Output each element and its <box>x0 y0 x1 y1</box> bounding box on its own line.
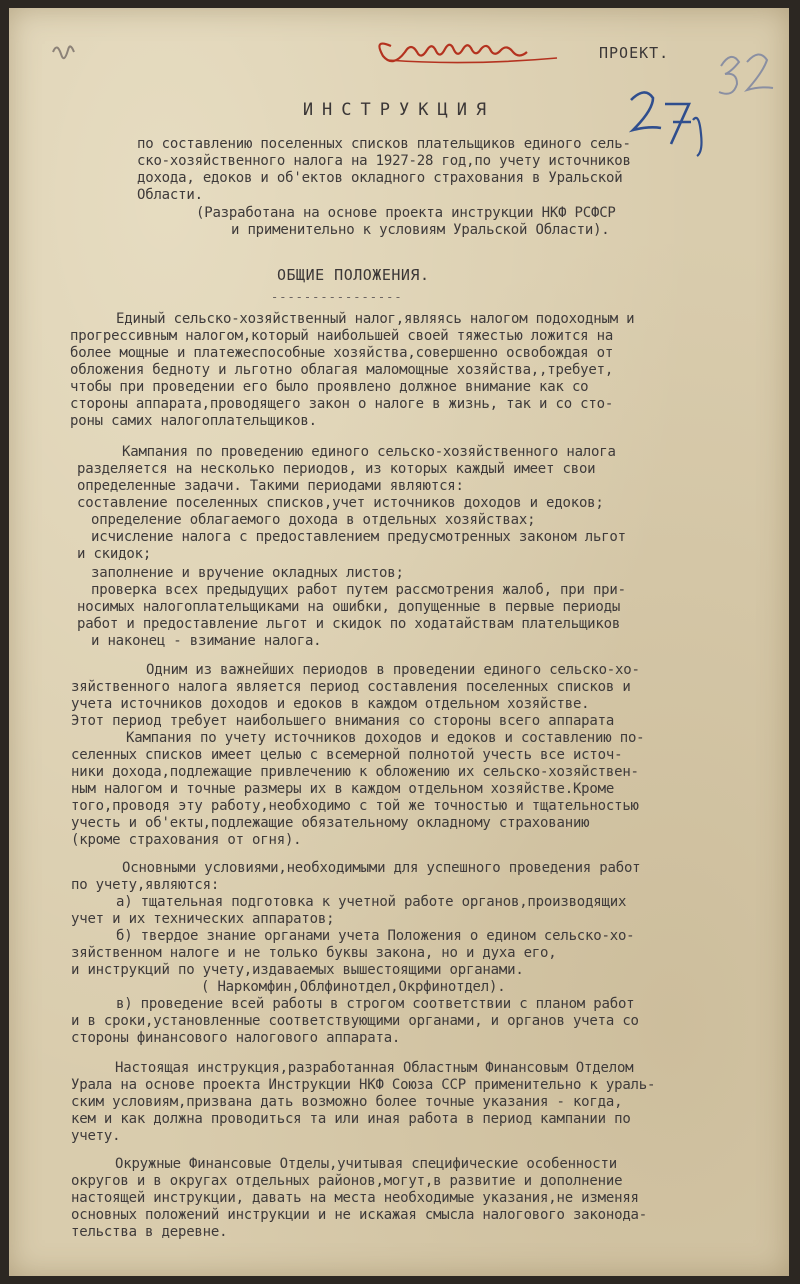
body-line: и скидок; <box>77 546 152 562</box>
body-line: учесть и об'екты,подлежащие обязательному окладному страхованию <box>71 815 590 831</box>
body-line: определенные задачи. Такими периодами являются: <box>77 478 464 494</box>
body-line: в) проведение всей работы в строгом соответствии с планом работ <box>116 996 635 1012</box>
body-line: и наконец - взимание налога. <box>91 633 322 649</box>
body-line: стороны финансового налогового аппарата. <box>71 1030 401 1046</box>
subtitle-line: дохода, едоков и об'ектов окладного страхования в Уральской <box>137 170 623 186</box>
body-line: Одним из важнейших периодов в проведении единого сельско-хо- <box>146 662 640 678</box>
body-line: Настоящая инструкция,разработанная Областным Финансовым Отделом <box>115 1060 634 1076</box>
body-line: б) твердое знание органами учета Положения о едином сельско-хо- <box>116 928 635 944</box>
body-line: Единый сельско-хозяйственный налог,являясь налогом подоходным и <box>116 311 635 327</box>
body-line: учета источников доходов и едоков в каждом отдельном хозяйстве. <box>71 696 590 712</box>
body-line: настоящей инструкции, давать на места необходимые указания,не изменяя <box>71 1190 639 1206</box>
body-line: стороны аппарата,проводящего закон о налоге в жизнь, так и со сто- <box>70 396 614 412</box>
body-line: составление поселенных списков,учет источников доходов и едоков; <box>77 495 604 511</box>
subtitle-line: по составлению поселенных списков плательщиков единого сель- <box>137 136 631 152</box>
subtitle-line: Области. <box>137 187 203 203</box>
body-line: ( Наркомфин,Облфинотдел,Окрфинотдел). <box>201 979 506 995</box>
archive-number-mark <box>719 57 739 94</box>
body-line: зяйственного налога является период составления поселенных списков и <box>71 679 631 695</box>
draft-label: ПРОЕКТ. <box>599 44 670 62</box>
body-line: носимых налогоплательщиками на ошибки, допущенные в первые периоды <box>77 599 621 615</box>
ink-number-mark-3 <box>693 118 702 156</box>
body-line: Этот период требует наибольшего внимания со стороны всего аппарата <box>71 713 615 729</box>
body-line: зяйственном налоге и не только буквы закона, но и духа его, <box>71 945 557 961</box>
section-heading: ОБЩИЕ ПОЛОЖЕНИЯ. <box>277 266 430 284</box>
body-line: более мощные и платежеспособные хозяйства,совершенно освобождая от <box>70 345 614 361</box>
body-line: по учету,являются: <box>71 877 220 893</box>
body-line: селенных списков имеет целью с всемерной полнотой учесть все источ- <box>71 747 623 763</box>
body-line: определение облагаемого дохода в отдельных хозяйствах; <box>91 512 536 528</box>
subtitle-line: (Разработана на основе проекта инструкции НКФ РСФСР <box>196 205 616 221</box>
body-line: Окружные Финансовые Отделы,учитывая специфические особенности <box>115 1156 617 1172</box>
body-line: Кампания по проведению единого сельско-хозяйственного налога <box>122 444 616 460</box>
body-line: того,проводя эту работу,необходимо с той же точностью и тщательностью <box>71 798 639 814</box>
body-line: Урала на основе проекта Инструкции НКФ Союза ССР применительно к ураль- <box>71 1077 656 1093</box>
body-line: (кроме страхования от огня). <box>71 832 302 848</box>
body-line: разделяется на несколько периодов, из которых каждый имеет свои <box>77 461 596 477</box>
body-line: основных положений инструкции и не искажая смысла налогового законода- <box>71 1207 648 1223</box>
body-line: а) тщательная подготовка к учетной работе органов,производящих <box>116 894 627 910</box>
margin-scribble <box>53 46 74 58</box>
body-line: ным налогом и точные размеры их в каждом отдельном хозяйстве.Кроме <box>71 781 615 797</box>
body-line: и в сроки,установленные соответствующими органами, и органов учета со <box>71 1013 639 1029</box>
red-signature-underline <box>387 58 557 63</box>
body-line: округов и в округах отдельных районов,могут,в развитие и дополнение <box>71 1173 623 1189</box>
body-line: обложения бедноту и льготно облагая маломощные хозяйства,,требует, <box>70 362 614 378</box>
document-title: ИНСТРУКЦИЯ <box>302 100 496 120</box>
body-line: и инструкций по учету,издаваемых вышестоящими органами. <box>71 962 524 978</box>
subtitle-line: ско-хозяйственного налога на 1927-28 год,по учету источников <box>137 153 631 169</box>
archive-number-mark-2 <box>747 54 773 90</box>
body-line: ским условиям,призвана дать возможно более точные указания - когда, <box>71 1094 623 1110</box>
red-signature <box>379 44 527 62</box>
body-line: ники дохода,подлежащие привлечению к обложению их сельско-хозяйствен- <box>71 764 639 780</box>
body-line: проверка всех предыдущих работ путем рассмотрения жалоб, при при- <box>91 582 626 598</box>
body-line: учет и их технических аппаратов; <box>71 911 335 927</box>
subtitle-line: и применительно к условиям Уральской Области). <box>231 222 610 238</box>
body-line: прогрессивным налогом,который наибольшей своей тяжестью ложится на <box>70 328 614 344</box>
body-line: Кампания по учету источников доходов и едоков и составлению по- <box>126 730 645 746</box>
body-line: учету. <box>71 1128 121 1144</box>
body-line: кем и как должна проводиться та или иная работа в период кампании по <box>71 1111 631 1127</box>
body-line: заполнение и вручение окладных листов; <box>91 565 404 581</box>
document-page <box>9 8 789 1276</box>
body-line: роны самих налогоплательщиков. <box>70 413 317 429</box>
section-underline: ---------------- <box>271 290 403 304</box>
body-line: исчисление налога с предоставлением предусмотренных законом льгот <box>91 529 626 545</box>
body-line: чтобы при проведении его было проявлено должное внимание как со <box>70 379 589 395</box>
body-line: работ и предоставление льгот и скидок по ходатайствам плательщиков <box>77 616 621 632</box>
body-line: Основными условиями,необходимыми для успешного проведения работ <box>122 860 641 876</box>
body-line: тельства в деревне. <box>71 1224 228 1240</box>
